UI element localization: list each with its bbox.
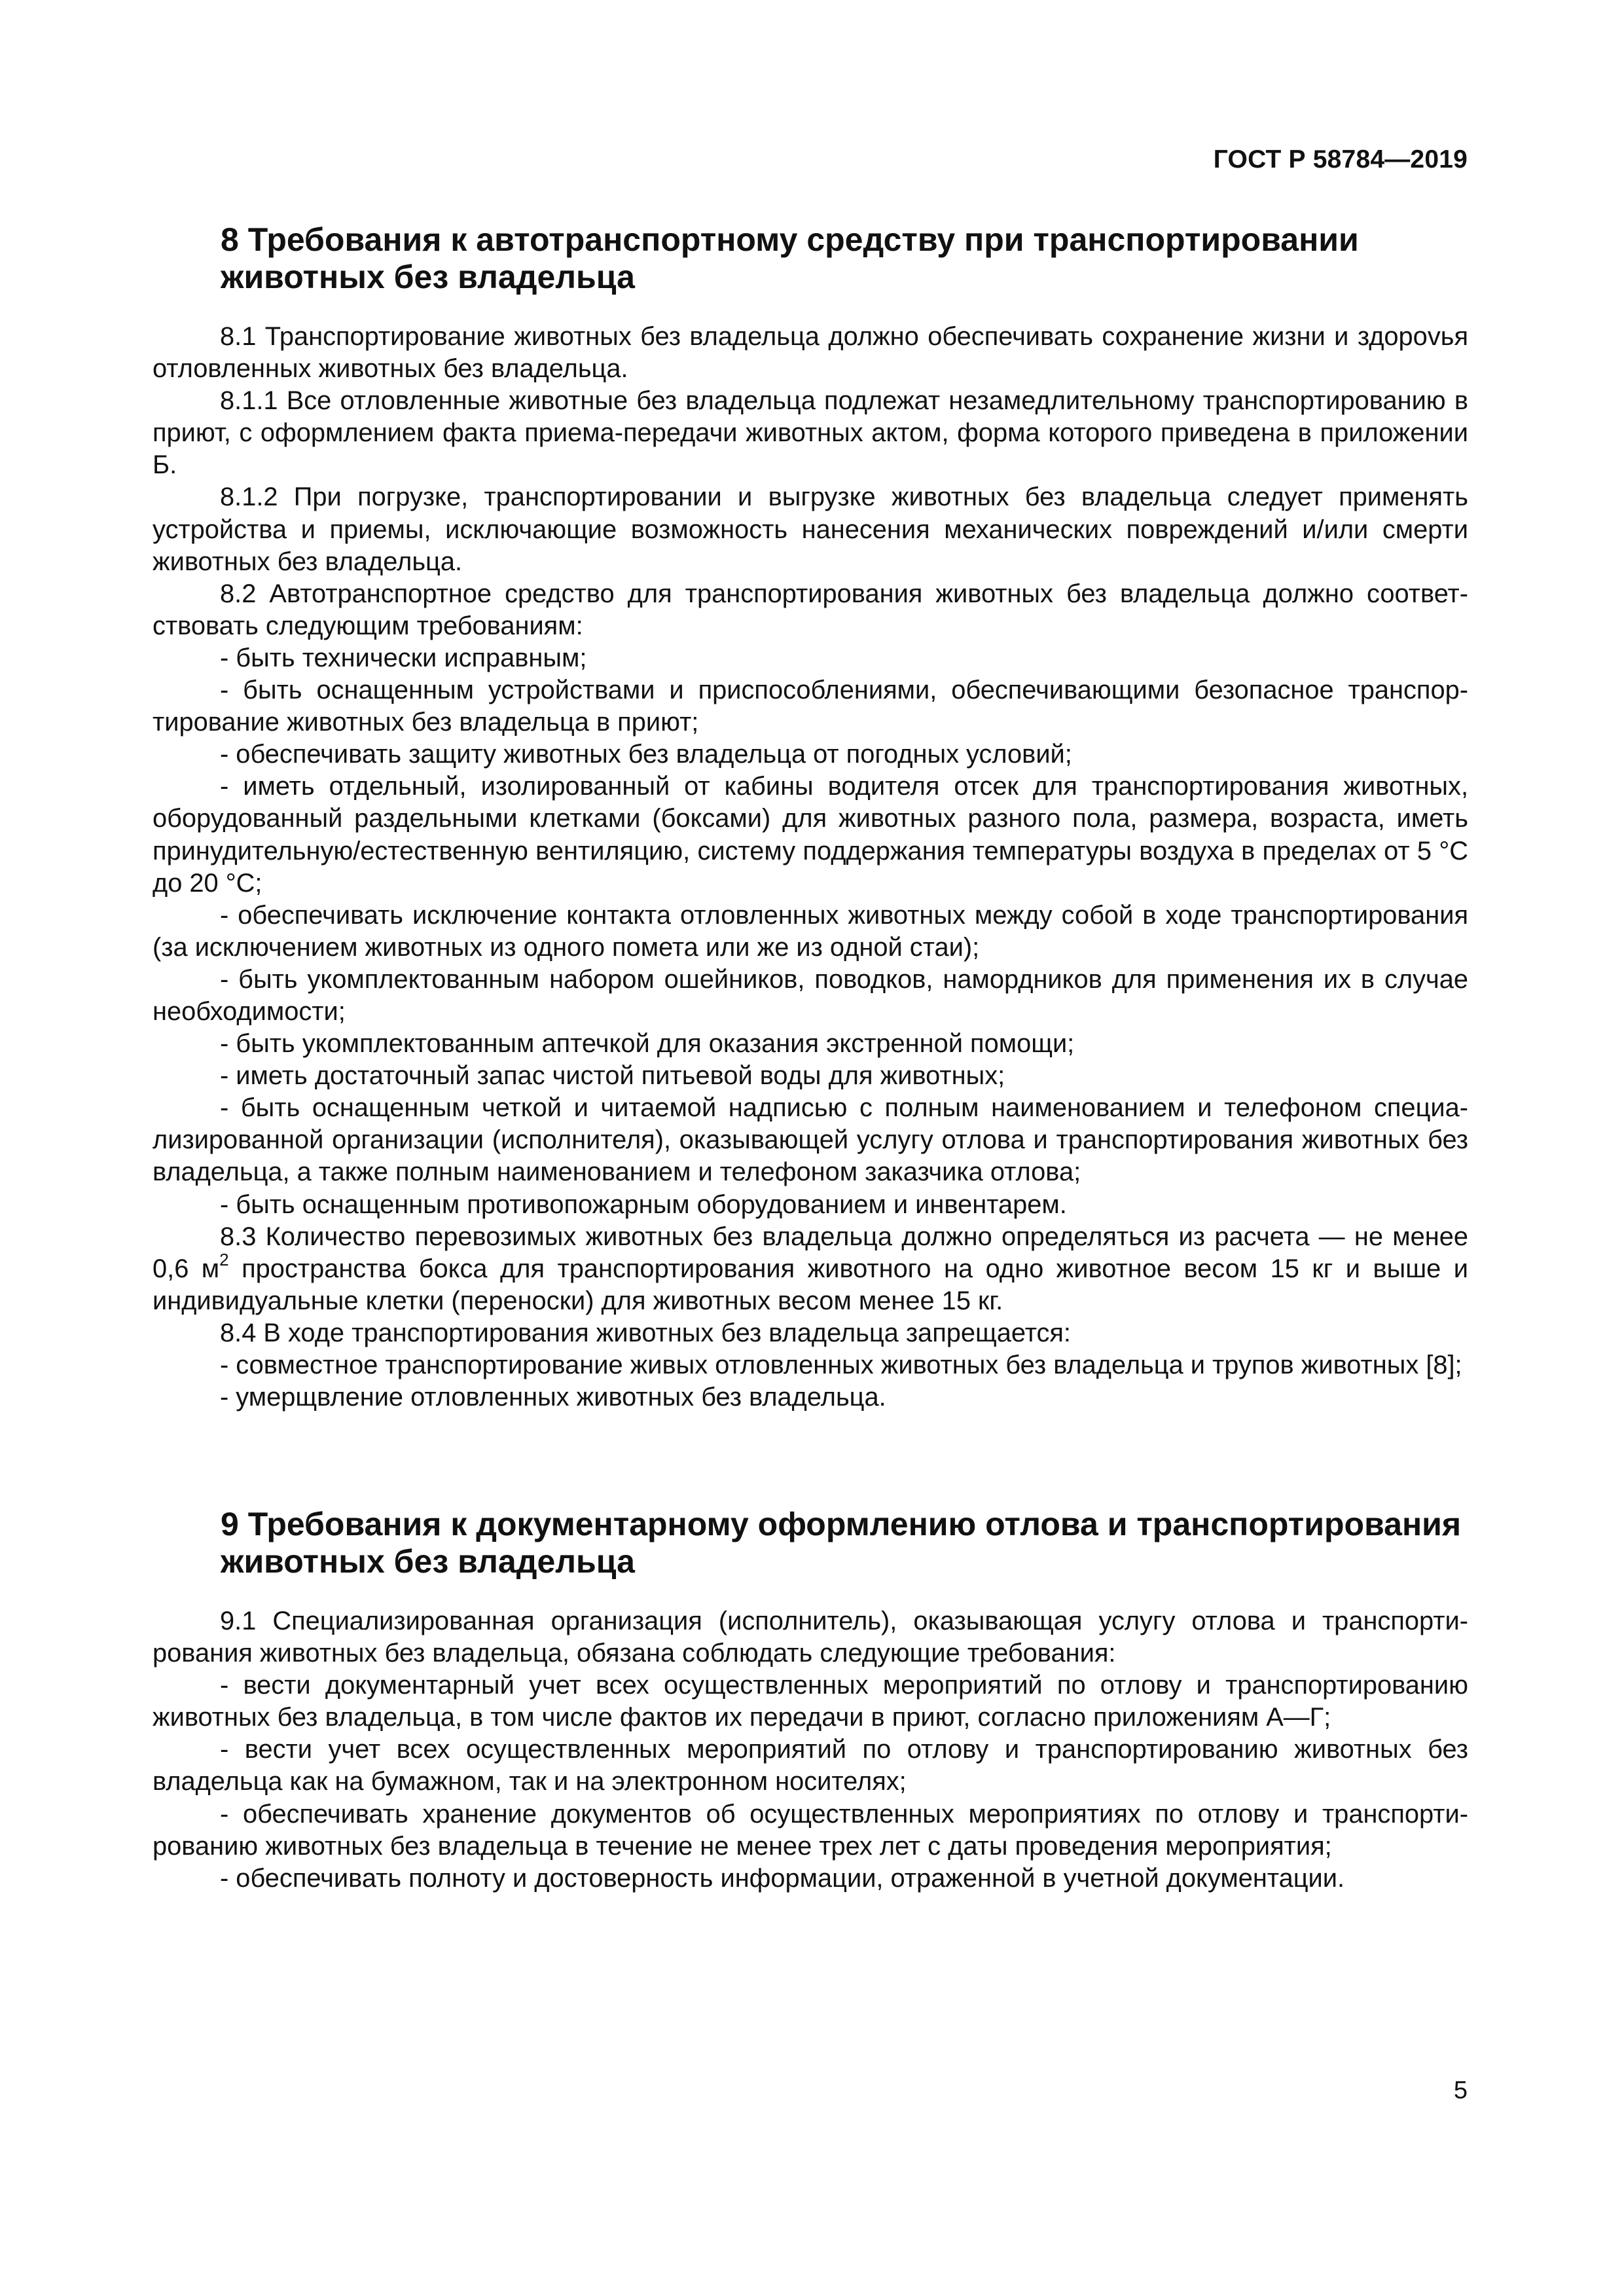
- section-9-heading-line1: 9 Требования к документарному оформлению отлова и транспортирования: [221, 1506, 1462, 1542]
- section-9-heading-line2: животных без владельца: [221, 1543, 635, 1580]
- paragraph-8-2: 8.2 Автотранспортное средство для транспортирования животных без владельца должно соответствовать следующим требованиям:: [153, 579, 1468, 640]
- section-9: [153, 1506, 1468, 1895]
- section-8-heading-line2: животных без владельца: [221, 259, 635, 295]
- list-item: - быть укомплектованным аптечкой для оказания экстренной помощи;: [220, 1029, 1075, 1059]
- superscript-2: 2: [219, 1249, 229, 1269]
- list-item: - обеспечивать защиту животных без владельца от погодных условий;: [220, 740, 1072, 769]
- paragraph-8-1-2: 8.1.2 При погрузке, транспортировании и выгрузке животных без владельца следует применять устройства и приемы, исключающие возможность нанесения механических повреждений и/или смерти животных без владельца.: [153, 483, 1468, 576]
- list-item: - иметь достаточный запас чистой питьевой воды для животных;: [220, 1061, 1005, 1091]
- list-item: - вести документарный учет всех осуществленных мероприятий по отлову и транспортированию животных без владельца, в том числе фактов их передачи в приют, согласно приложениям А—Г;: [153, 1671, 1468, 1732]
- document-code: ГОСТ Р 58784—2019: [1213, 145, 1468, 173]
- paragraph-8-1: 8.1 Транспортирование животных без владельца должно обеспечивать сохранение жизни и здороvья отловленных животных без владельца.: [153, 322, 1468, 384]
- paragraph-8-3: [153, 1221, 1468, 1317]
- section-8-heading-line1: 8 Требования к автотранспортному средству при транспортировании: [221, 221, 1359, 258]
- section-8: [153, 221, 1468, 1413]
- section-8-heading: [221, 221, 1468, 296]
- list-item: - иметь отдельный, изолированный от кабины водителя отсек для транспортирования животных, оборудованный раздельными клетками (боксами) для животных разного пола, размера, возраста, иметь принудительную/естественную вентиляцию, систему поддержания температуры воздуха в пределах от 5 °С до 20 °С;: [153, 772, 1468, 898]
- list-item: - быть оснащенным устройствами и приспособлениями, обеспечивающими безопасное транспортирование животных без владельца в приют;: [153, 676, 1468, 737]
- section-9-heading: [221, 1506, 1468, 1580]
- list-item: - умерщвление отловленных животных без владельца.: [220, 1383, 886, 1412]
- paragraph-8-4: 8.4 В ходе транспортирования животных без владельца запрещается:: [220, 1318, 1071, 1347]
- list-item: - обеспечивать хранение документов об осуществленных мероприятиях по отлову и транспортированию животных без владельца в течение не менее трех лет с даты проведения мероприятия;: [153, 1799, 1468, 1861]
- paragraph-8-3-part2: пространства бокса для транспортирования животного на одно животное весом 15 кг и выше и индивидуальные клетки (переноски) для животных весом менее 15 кг.: [153, 1254, 1468, 1315]
- list-item: - быть оснащенным противопожарным оборудованием и инвентарем.: [220, 1190, 1067, 1219]
- list-item: - быть укомплектованным набором ошейников, поводков, намордников для применения их в случае необходимости;: [153, 964, 1468, 1026]
- paragraph-8-1-1: 8.1.1 Все отловленные животные без владельца подлежат незамедлительному транспортированию в приют, с оформлением факта приема-передачи животных актом, форма которого приведена в приложении Б.: [153, 386, 1468, 480]
- list-item: - обеспечивать исключение контакта отловленных животных между собой в ходе транспортирования (за исключением животных из одного помета или же из одной стаи);: [153, 900, 1468, 962]
- list-item: - вести учет всех осуществленных мероприятий по отлову и транспортированию животных без владельца как на бумажном, так и на электронном носителях;: [153, 1735, 1468, 1796]
- paragraph-8-3-part1: 8.3 Количество перевозимых животных без владельца должно определяться из расчета — не менее 0,6 м: [153, 1222, 1468, 1283]
- list-item: - обеспечивать полноту и достоверность информации, отраженной в учетной документации.: [220, 1863, 1345, 1893]
- paragraph-9-1: 9.1 Специализированная организация (исполнитель), оказывающая услугу отлова и транспортирования животных без владельца, обязана соблюдать следующие требования:: [153, 1607, 1468, 1668]
- page-number: 5: [1453, 2077, 1468, 2104]
- list-item: - быть оснащенным четкой и читаемой надписью с полным наименованием и телефоном специализированной организации (исполнителя), оказывающей услугу отлова и транспортирования животных без владельца, а также полным наименованием и телефоном заказчика отлова;: [153, 1093, 1468, 1187]
- list-item: - быть технически исправным;: [220, 643, 587, 672]
- list-item: - совместное транспортирование живых отловленных животных без владельца и трупов животных [8];: [220, 1351, 1462, 1379]
